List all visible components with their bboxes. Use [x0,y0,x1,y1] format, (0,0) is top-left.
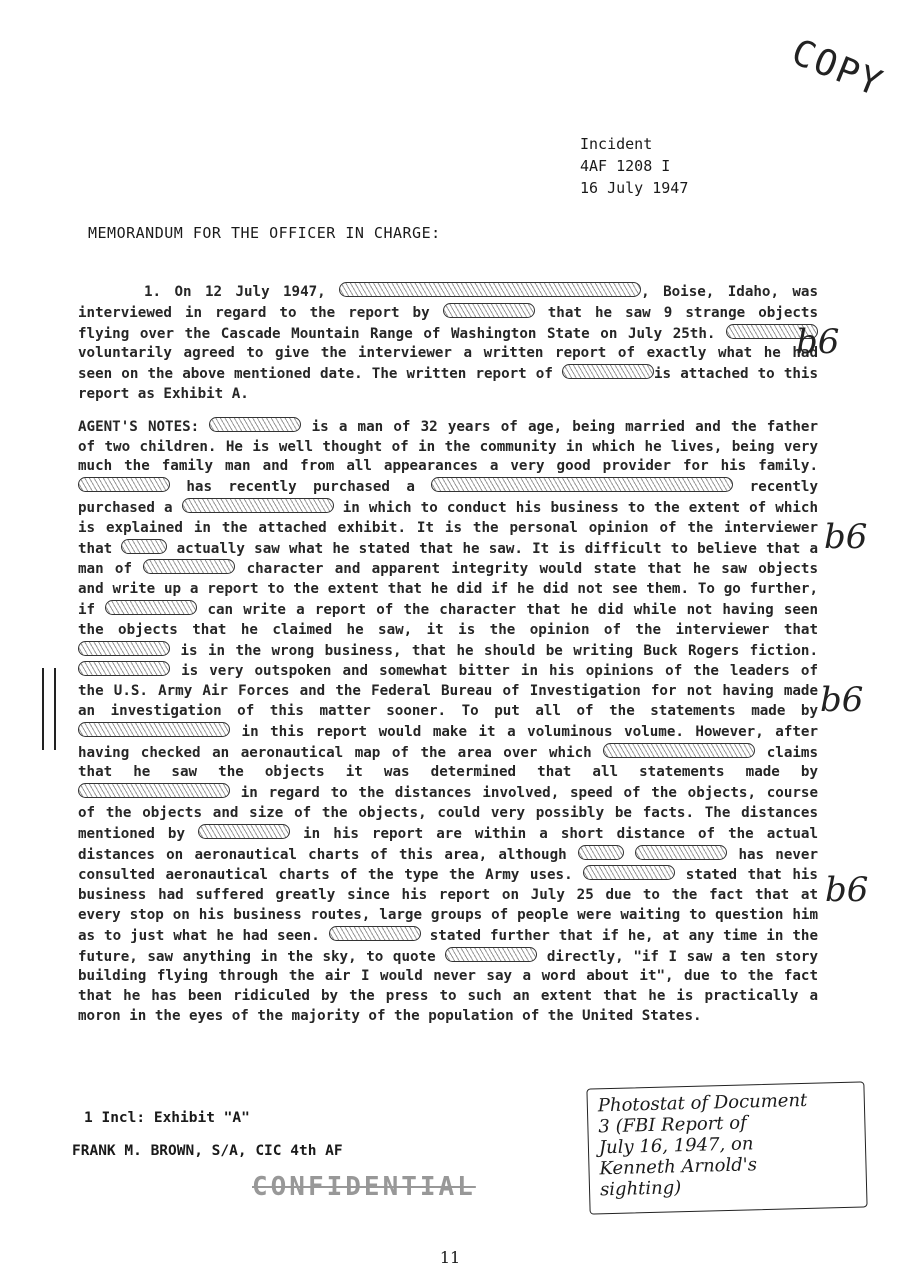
b6-mark: b6 [820,680,864,720]
p2-text-m: in regard to the distances involved, speed of the objects, course of the objects and size of the objects, could very possibly be facts. The distances mentioned by [78,785,818,842]
p2-text-d: recently purchased a [78,479,819,516]
p2-text-n: in his report are within a short distance of the actual distances on aeronautical charts of this area, although [78,825,819,863]
confidential-stamp: CONFIDENTIAL [252,1172,476,1202]
p2-text-k: in this report would make it a voluminous volume. However, after having checked an aeronautical map of the area over which [78,723,818,761]
p2-text-j: is very outspoken and somewhat bitter in his opinions of the leaders of the U.S. Army Air Forces and the Federal Bureau of Investigation for not having made an investigation of this matter sooner. To put all of the statements made by [78,663,818,719]
p1-text-c: that he saw 9 strange objects flying over the Cascade Mountain Range of Washington State on July 25th. [78,304,818,342]
p2-text-o: has never consulted aeronautical charts of the type the Army uses. [78,846,819,884]
redaction [78,722,230,737]
incident-date: 16 July 1947 [580,179,689,197]
b6-mark: b6 [825,870,869,910]
redaction [329,926,421,941]
redaction [78,783,230,798]
annotation-line: 3 (FBI Report of [598,1112,748,1138]
agents-notes [78,417,818,1027]
redaction [182,498,334,513]
b6-mark: b6 [796,322,840,362]
redaction [445,947,537,962]
p2-text-a: AGENT'S NOTES: [78,418,200,435]
p1-text-e: is attached to this report as Exhibit A. [78,366,818,402]
p1-text-d: voluntarily agreed to give the interviewer a written report of exactly what he had seen on the above mentioned date. The written report of [78,345,818,383]
redaction [198,824,290,839]
handwritten-annotation [586,1081,867,1214]
inclosure-line: 1 Incl: Exhibit "A" [84,1110,250,1126]
annotation-line: Photostat of Document [597,1089,808,1117]
redaction [603,743,755,758]
redaction [78,477,170,492]
p2-text-b: is a man of 32 years of age, being married and the father of two children. He is well thought of in the community in which he lives, being very much the family man and from all appearances a very good provider for his family. [78,418,818,475]
redaction [635,845,727,860]
redaction [78,661,170,676]
redaction [583,865,675,880]
redaction [78,641,170,656]
p1-text-a: 1. On 12 July 1947, [144,284,326,300]
redaction [431,477,733,492]
redaction [562,364,654,379]
p2-text-e: in which to conduct his business to the extent of which is explained in the attached exhibit. It is the personal opinion of the interviewer that [78,499,818,557]
p2-text-r: directly, "if I saw a ten story building flying through the air I would never say a word about it", due to the fact that he has been ridiculed by the press to such an extent that he is practically a moron in the eyes of the majority of the population of the United States. [78,948,818,1024]
redaction [578,845,624,860]
redaction [143,559,235,574]
annotation-line: July 16, 1947, on [598,1133,754,1159]
p2-text-l: claims that he saw the objects it was determined that all statements made by [78,744,819,781]
p2-text-c: has recently purchased a [186,479,415,496]
redaction [209,417,301,432]
redaction [105,600,197,615]
incident-block [580,133,688,199]
margin-bar [42,668,56,750]
p2-text-h: can write a report of the character that he did while not having seen the objects that he claimed he saw, it is the opinion of the interviewer that [78,601,818,638]
copy-stamp: COPY [785,31,889,106]
memo-body [78,282,818,1039]
incident-number: 4AF 1208 I [580,157,671,175]
p2-text-f: actually saw what he stated that he saw. It is difficult to believe that a man of [78,540,819,578]
paragraph-1 [78,282,818,405]
redaction [443,303,535,318]
p2-text-i: is in the wrong business, that he should be writing Buck Rogers fiction. [180,642,819,659]
p1-text-b: , Boise, Idaho, was interviewed in regard to the report by [78,284,819,321]
p2-text-q: stated further that if he, at any time in the future, saw anything in the sky, to quote [78,927,819,965]
redaction [121,539,167,554]
redaction [339,282,641,297]
memo-heading: MEMORANDUM FOR THE OFFICER IN CHARGE: [88,224,441,242]
signature-line: FRANK M. BROWN, S/A, CIC 4th AF [72,1143,343,1159]
b6-mark: b6 [824,517,868,557]
p2-text-g: character and apparent integrity would state that he saw objects and write up a report to the extent that he did if he did not see them. To go further, if [78,561,818,618]
p2-text-p: stated that his business had suffered greatly since his report on July 25 due to the fact that at every stop on his business routes, large groups of people were waiting to question him as to just what he had seen. [78,867,818,944]
annotation-line: sighting) [599,1177,682,1201]
incident-label: Incident [580,135,653,153]
annotation-line: Kenneth Arnold's [599,1154,758,1180]
page-number: 11 [439,1248,461,1267]
